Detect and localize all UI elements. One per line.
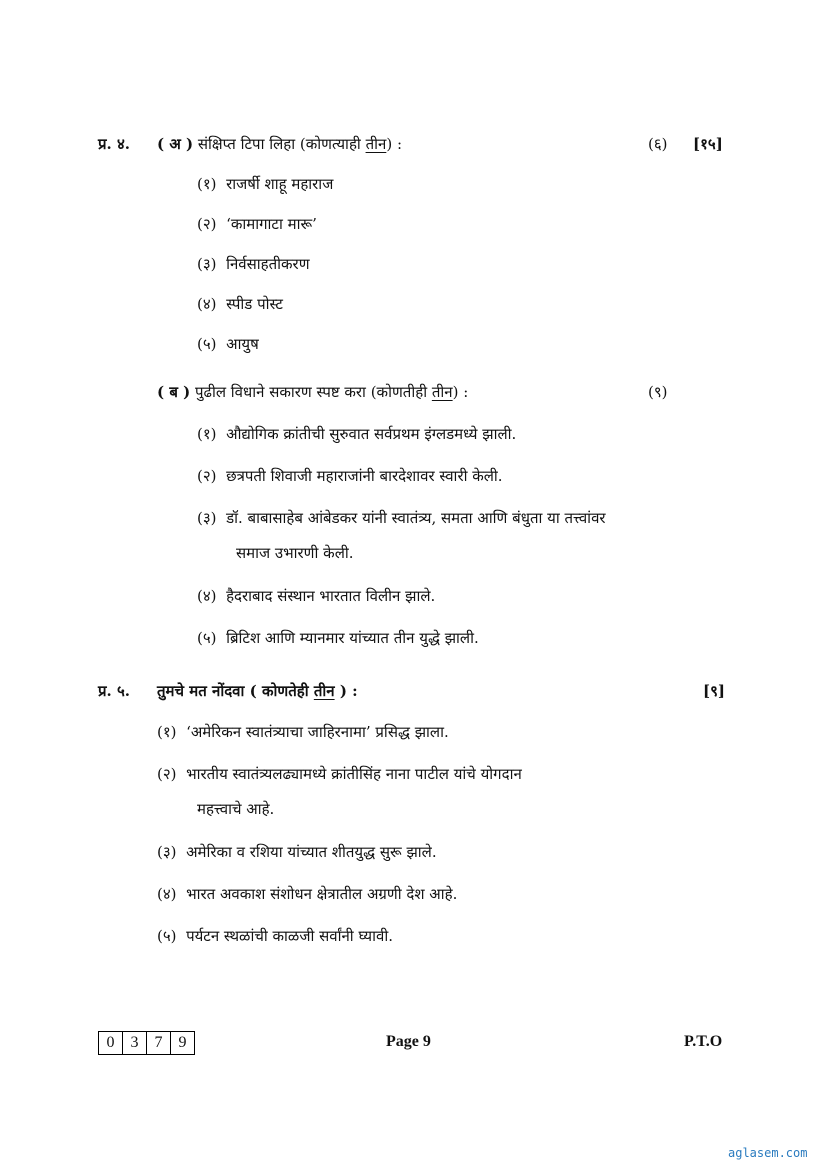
q4a-marks: (६) — [648, 135, 668, 153]
pto-label: P.T.O — [684, 1033, 723, 1050]
q4b-item — [197, 586, 435, 606]
paper-code-digit: 0 — [99, 1032, 123, 1054]
q4b-item — [197, 466, 503, 486]
q4a-item — [197, 254, 310, 274]
q5-total-marks: [९] — [703, 682, 725, 700]
q4b-item-continuation: समाज उभारणी केली. — [236, 544, 354, 562]
q4a-item-text: ‘कामागाटा मारू’ — [226, 215, 317, 233]
q5-item-num: (२) — [157, 765, 177, 783]
q4a-item-text: स्पीड पोस्ट — [226, 295, 283, 313]
q4b-item-text: औद्योगिक क्रांतीची सुरुवात सर्वप्रथम इंग्लडमध्ये झाली. — [226, 425, 517, 443]
q4b-instruction-post: ) : — [452, 383, 469, 401]
q4a-item-num: (४) — [197, 295, 217, 313]
page-number: Page 9 — [386, 1033, 431, 1050]
paper-code-digit: 3 — [123, 1032, 147, 1054]
q4a-item — [197, 174, 333, 194]
q4b-item-num: (५) — [197, 629, 217, 647]
q4b-heading — [157, 382, 468, 402]
q4b-item-num: (३) — [197, 509, 217, 527]
q4a-item-text: राजर्षी शाहू महाराज — [226, 175, 334, 193]
q4b-item — [197, 424, 516, 444]
paper-code-digit: 9 — [178, 1034, 187, 1051]
q4a-item — [197, 334, 259, 354]
paper-code-digit: 7 — [147, 1032, 171, 1054]
q4a-instruction-post: ) : — [386, 135, 403, 153]
q4b-item-num: (१) — [197, 425, 217, 443]
q5-item-text: पर्यटन स्थळांची काळजी सर्वांनी घ्यावी. — [186, 927, 394, 945]
q5-item — [157, 842, 437, 862]
q5-instruction-pre: तुमचे मत नोंदवा ( कोणतेही — [157, 682, 314, 700]
q5-item-text: भारतीय स्वातंत्र्यलढ्यामध्ये क्रांतीसिंह नाना पाटील यांचे योगदान — [186, 765, 522, 783]
q4a-label: ( अ ) — [157, 135, 194, 153]
q5-item-num: (१) — [157, 723, 177, 741]
q4a-item-text: आयुष — [226, 335, 259, 353]
q4b-item-text: डॉ. बाबासाहेब आंबेडकर यांनी स्वातंत्र्य, समता आणि बंधुता या तत्त्वांवर — [226, 509, 606, 527]
q4b-instruction-underlined: तीन — [431, 383, 453, 401]
q4a-heading — [157, 134, 402, 154]
q4a-item-num: (३) — [197, 255, 217, 273]
q4b-item-text: छत्रपती शिवाजी महाराजांनी बारदेशावर स्वारी केली. — [226, 467, 503, 485]
q4a-instruction-underlined: तीन — [365, 135, 387, 153]
q4b-label: ( ब ) — [157, 383, 191, 401]
q4b-instruction-pre: पुढील विधाने सकारण स्पष्ट करा (कोणतीही — [195, 383, 432, 401]
q4b-item-text: ब्रिटिश आणि म्यानमार यांच्यात तीन युद्धे झाली. — [226, 629, 479, 647]
q5-number: प्र. ५. — [98, 682, 131, 700]
q4a-item-text: निर्वसाहतीकरण — [226, 255, 310, 273]
q4b-item-text: हैदराबाद संस्थान भारतात विलीन झाले. — [226, 587, 436, 605]
q4b-item — [197, 628, 479, 648]
q4a-item — [197, 294, 283, 314]
q5-item — [157, 764, 522, 784]
q4b-item-num: (४) — [197, 587, 217, 605]
q4-number: प्र. ४. — [98, 135, 131, 153]
q4a-item-num: (१) — [197, 175, 217, 193]
q4-total-marks: [१५] — [693, 135, 723, 153]
q4b-marks: (९) — [648, 383, 668, 401]
q5-item — [157, 722, 449, 742]
q5-item — [157, 926, 393, 946]
q4a-instruction-pre: संक्षिप्त टिपा लिहा (कोणत्याही — [197, 135, 366, 153]
q4a-item-num: (२) — [197, 215, 217, 233]
paper-code-box — [98, 1031, 195, 1055]
q4a-item-num: (५) — [197, 335, 217, 353]
q5-item-num: (३) — [157, 843, 177, 861]
q5-instruction-underlined: तीन — [313, 682, 335, 700]
q5-instruction-post: ) : — [334, 682, 358, 700]
watermark: aglasem.com — [728, 1146, 808, 1160]
q5-item — [157, 884, 457, 904]
q4b-item — [197, 508, 606, 528]
q5-item-continuation: महत्त्वाचे आहे. — [197, 800, 275, 818]
q5-item-text: ‘अमेरिकन स्वातंत्र्याचा जाहिरनामा’ प्रसिद्ध झाला. — [186, 723, 449, 741]
q4b-item-num: (२) — [197, 467, 217, 485]
q5-item-text: भारत अवकाश संशोधन क्षेत्रातील अग्रणी देश आहे. — [186, 885, 458, 903]
q5-heading — [157, 681, 358, 701]
q5-item-num: (५) — [157, 927, 177, 945]
q5-item-text: अमेरिका व रशिया यांच्यात शीतयुद्ध सुरू झाले. — [186, 843, 437, 861]
q4a-item — [197, 214, 317, 234]
q5-item-num: (४) — [157, 885, 177, 903]
